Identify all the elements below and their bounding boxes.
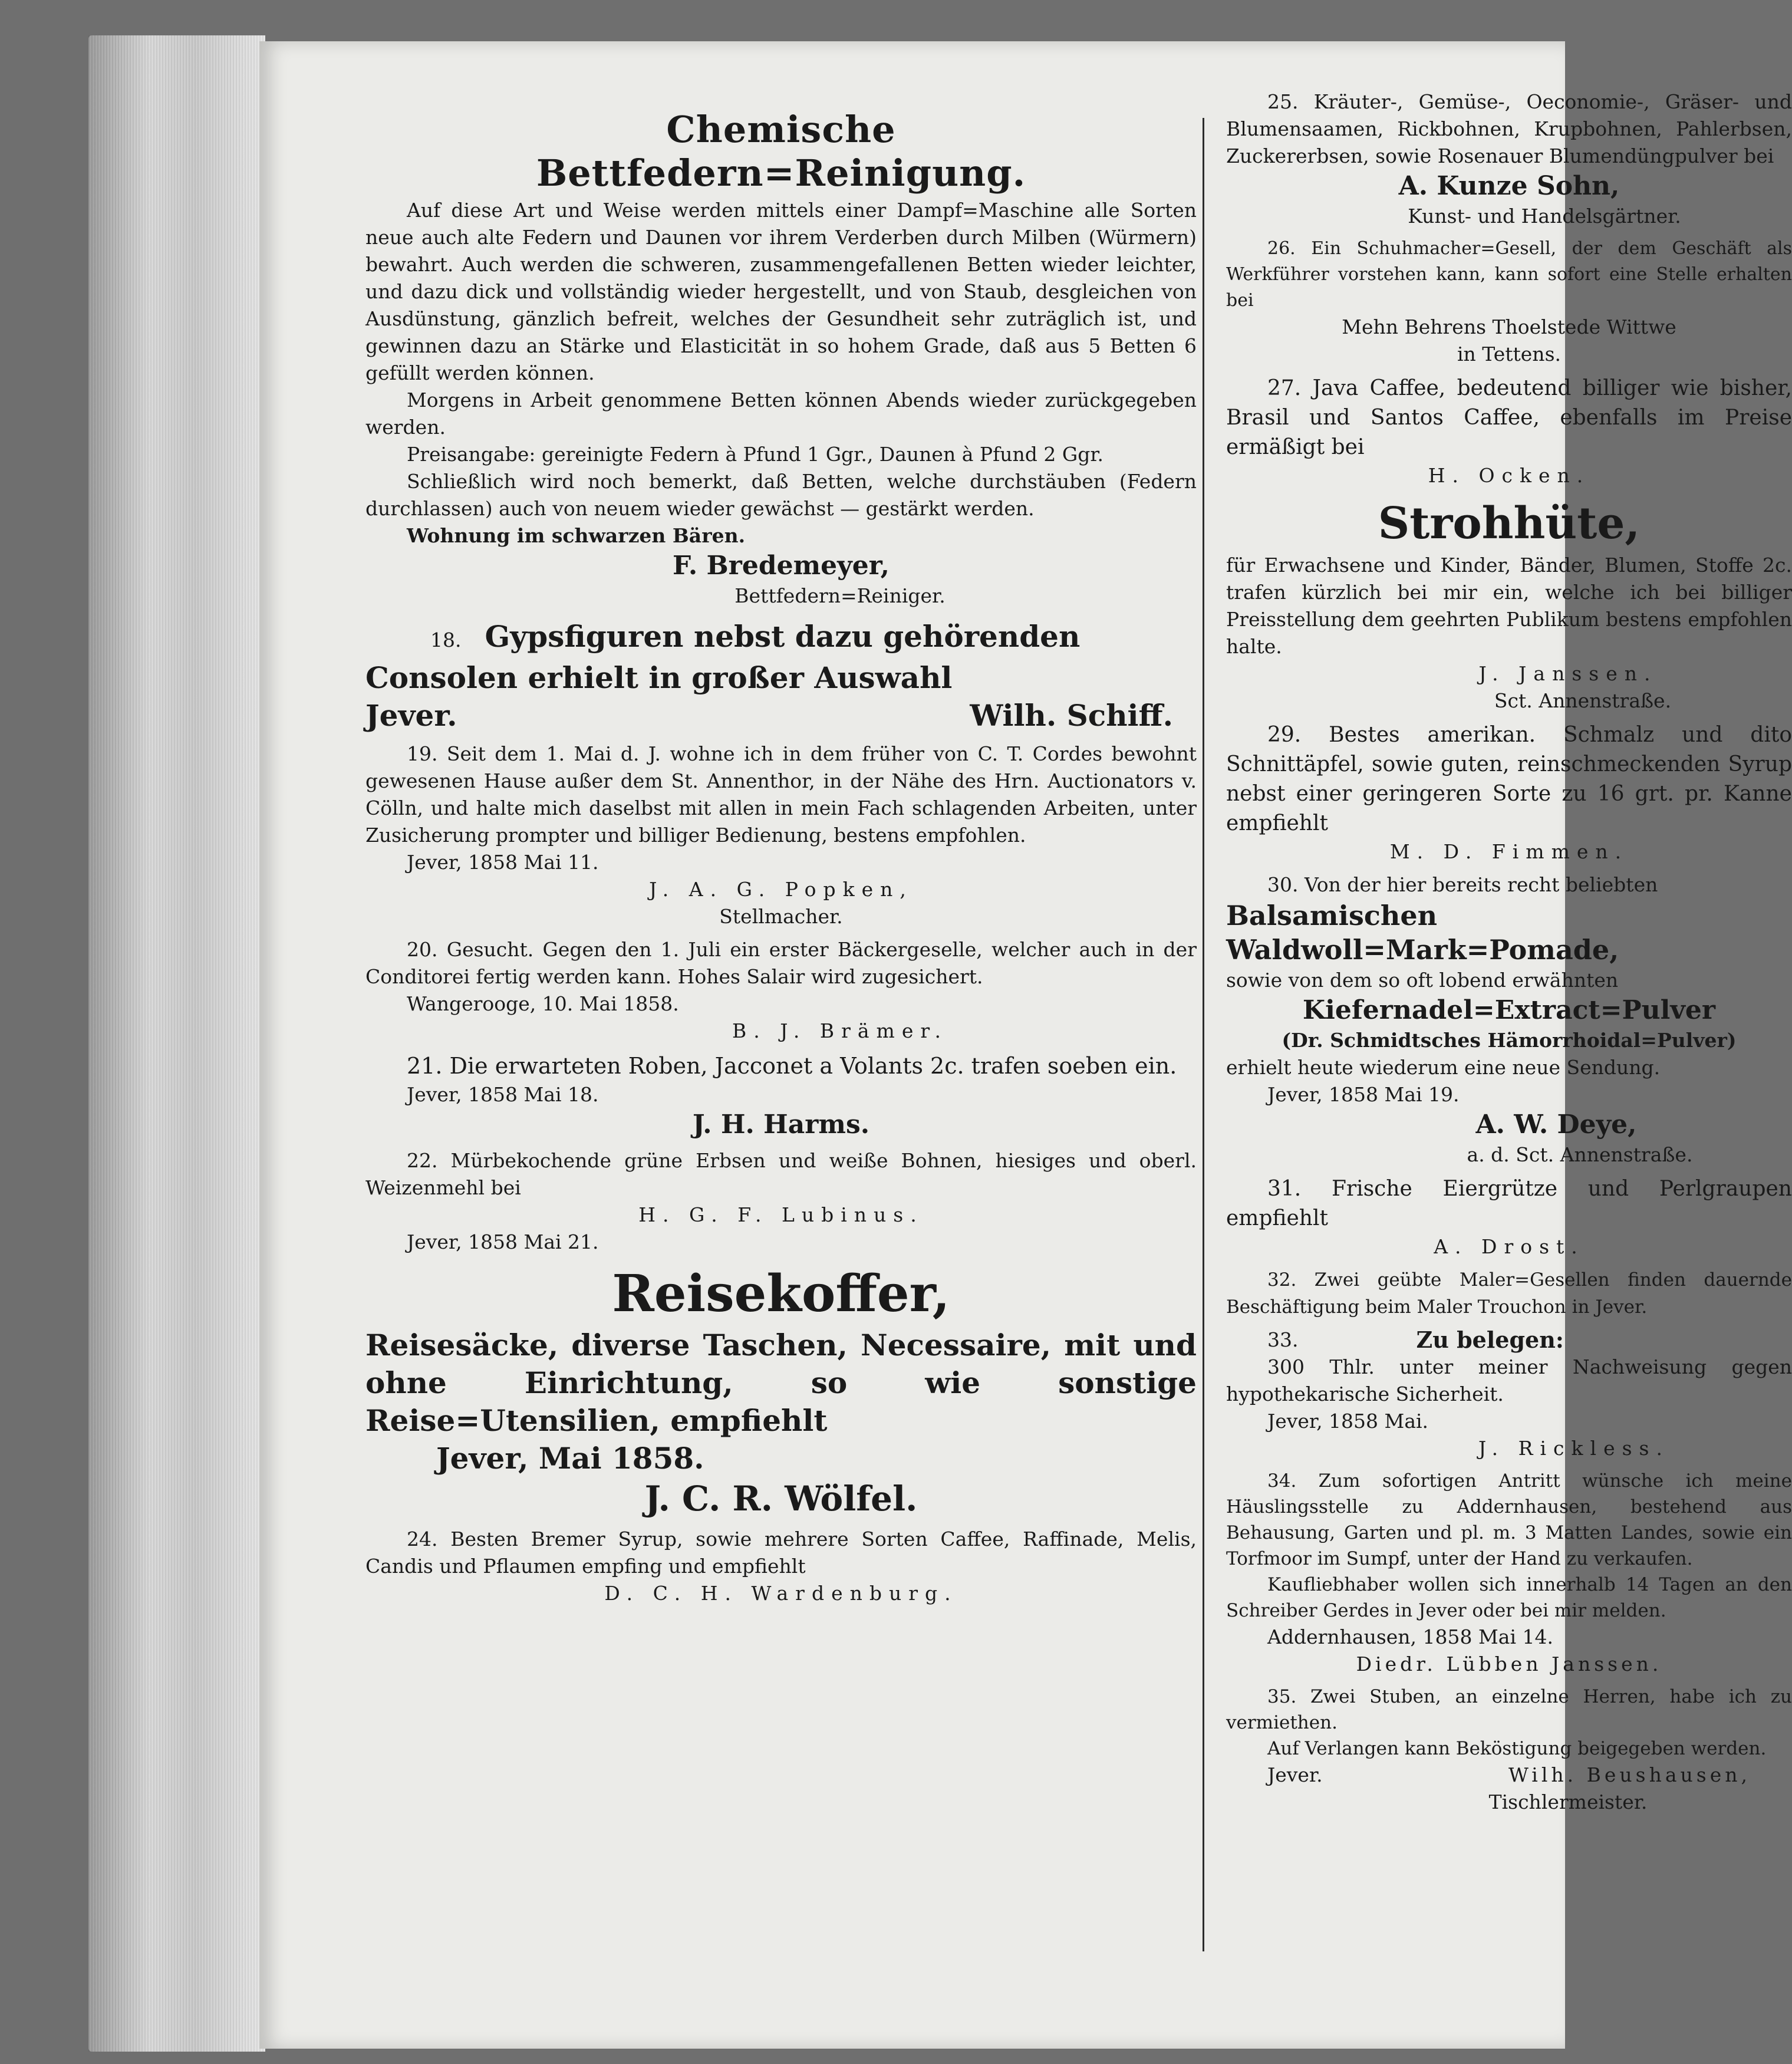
ad-date: Jever, 1858 Mai 18. xyxy=(407,1083,599,1106)
book-page-edges xyxy=(88,35,265,2052)
ad-place: a. d. Sct. Annenstraße. xyxy=(1467,1143,1693,1166)
ad-27 xyxy=(1226,374,1792,489)
ad-signer: Diedr. Lübben Janssen. xyxy=(1356,1652,1662,1675)
ad-place: Jever. xyxy=(365,698,457,733)
ad-footer xyxy=(1226,1762,1792,1789)
ad-signer: Wilh. Beushausen, xyxy=(1508,1763,1751,1786)
ad-title: Balsamischen Waldwoll=Mark=Pomade, xyxy=(1226,900,1619,966)
ad-date: Jever, 1858 Mai. xyxy=(1267,1410,1429,1433)
ad-31 xyxy=(1226,1174,1792,1260)
ad-body: Kaufliebhaber wollen sich innerhalb 14 Tagen an den Schreiber Gerdes in Jever oder bei mir melden. xyxy=(1226,1574,1792,1621)
ad-signer: M. D. Fimmen. xyxy=(1389,840,1629,863)
ad-signer: A. Kunze Sohn, xyxy=(1398,171,1620,201)
ad-date: Wangerooge, 10. Mai 1858. xyxy=(407,992,679,1015)
newspaper-page xyxy=(259,41,1792,2049)
ad-title: Reisekoffer, xyxy=(612,1264,950,1324)
ad-signer: B. J. Brämer. xyxy=(732,1019,948,1042)
column-divider xyxy=(1203,118,1204,1951)
ad-title-text: Gypsfiguren nebst dazu gehörenden Consolen erhielt in großer Auswahl xyxy=(365,619,1081,695)
ad-role: Stellmacher. xyxy=(719,905,843,928)
ad-place: Sct. Annenstraße. xyxy=(1494,689,1672,712)
ad-signer: J. Rickless. xyxy=(1478,1437,1669,1460)
ad-heading xyxy=(1226,1326,1792,1354)
ad-body: Auf diese Art und Weise werden mittels einer Dampf=Maschine alle Sorten neue auch alte Federn und Daunen vor ihrem Verderben durch Milben (Würmern) bewahrt. Auch werden die schweren, zusammengefallenen Betten wieder leichter, und dazu dick und vollständig wieder hergestellt, und von Staub, desgleichen von Ausdünstung, gänzlich befreit, welches der Gesundheit sehr zuträglich ist, und gewinnen dazu an Stärke und Elasticität in so hohem Grade, daß aus 5 Betten 6 gefüllt werden können. xyxy=(365,199,1197,384)
right-column xyxy=(1226,88,1792,1822)
ad-35 xyxy=(1226,1684,1792,1816)
ad-body: 26. Ein Schuhmacher=Gesell, der dem Geschäft als Werkführer vorstehen kann, kann sofort eine Stelle erhalten bei xyxy=(1226,238,1792,311)
ad-gypsfiguren xyxy=(365,618,1197,735)
ad-body: für Erwachsene und Kinder, Bänder, Blumen, Stoffe 2c. trafen kürzlich bei mir ein, welche ich bei billiger Preisstellung dem geehrten Publikum bestens empfohlen halte. xyxy=(1226,554,1792,658)
ad-26 xyxy=(1226,236,1792,368)
ad-date: Jever, 1858 Mai 11. xyxy=(407,851,599,874)
ad-signer: A. Drost. xyxy=(1434,1235,1585,1258)
ad-33 xyxy=(1226,1326,1792,1462)
ad-title: Bettfedern=Reinigung. xyxy=(536,152,1026,195)
ad-32 xyxy=(1226,1266,1792,1321)
ad-title: Chemische xyxy=(666,108,896,151)
ad-body: 35. Zwei Stuben, an einzelne Herren, habe ich zu vermiethen. xyxy=(1226,1686,1792,1733)
ad-role: Kunst- und Handelsgärtner. xyxy=(1408,205,1681,228)
ad-signer: J. H. Harms. xyxy=(692,1110,870,1140)
ad-signer: H. G. F. Lubinus. xyxy=(638,1203,924,1226)
ad-place: in Tettens. xyxy=(1457,343,1561,366)
ad-signer: D. C. H. Wardenburg. xyxy=(604,1582,958,1605)
ad-body: Reisesäcke, diverse Taschen, Necessaire, mit und ohne Einrichtung, so wie sonstige Reise=Utensilien, empfiehlt xyxy=(365,1328,1197,1438)
ad-bettfedern xyxy=(365,106,1197,610)
ad-body: 20. Gesucht. Gegen den 1. Juli ein erster Bäckergeselle, welcher auch in der Conditorei fertig werden kann. Hohes Salair wird zugesichert. xyxy=(365,938,1197,988)
ad-title xyxy=(365,618,1197,697)
ad-19 xyxy=(365,740,1197,930)
ad-address: Wohnung im schwarzen Bären. xyxy=(407,524,746,547)
ad-body: 19. Seit dem 1. Mai d. J. wohne ich in dem früher von C. T. Cordes bewohnt gewesenen Hause außer dem St. Annenthor, in der Nähe des Hrn. Auctionators v. Cölln, und halte mich daselbst mit allen in mein Fach schlagenden Arbeiten, unter Zusicherung prompter und billiger Bedienung, bestens empfohlen. xyxy=(365,742,1197,847)
ad-body: 27. Java Caffee, bedeutend billiger wie bisher, Brasil und Santos Caffee, ebenfalls im Preise ermäßigt bei xyxy=(1226,376,1792,459)
ad-date: Addernhausen, 1858 Mai 14. xyxy=(1267,1625,1553,1648)
ad-signer: Wilh. Schiff. xyxy=(970,698,1173,733)
ad-20 xyxy=(365,936,1197,1045)
ad-25 xyxy=(1226,88,1792,230)
ad-title: Kiefernadel=Extract=Pulver xyxy=(1302,995,1716,1025)
ad-signer: A. W. Deye, xyxy=(1475,1110,1637,1140)
ad-title: Zu belegen: xyxy=(1416,1326,1564,1353)
ad-22 xyxy=(365,1147,1197,1256)
ad-reisekoffer xyxy=(365,1262,1197,1520)
ad-body: Preisangabe: gereinigte Federn à Pfund 1 Ggr., Daunen à Pfund 2 Ggr. xyxy=(407,443,1104,466)
ad-body: 22. Mürbekochende grüne Erbsen und weiße Bohnen, hiesiges und oberl. Weizenmehl bei xyxy=(365,1149,1197,1199)
ad-body: 21. Die erwarteten Roben, Jacconet a Volants 2c. trafen soeben ein. xyxy=(407,1053,1177,1079)
ad-intro: 30. Von der hier bereits recht beliebten xyxy=(1267,873,1658,896)
ad-body: Schließlich wird noch bemerkt, daß Betten, welche durchstäuben (Federn durchlassen) auch von neuem wieder gewächst — gestärkt werden. xyxy=(365,470,1197,520)
ad-signer: F. Bredemeyer, xyxy=(673,551,890,581)
ad-signer: H. Ocken. xyxy=(1428,464,1590,487)
ad-body: Morgens in Arbeit genommene Betten können Abends wieder zurückgegeben werden. xyxy=(365,389,1197,439)
ad-body: 25. Kräuter-, Gemüse-, Oeconomie-, Gräser- und Blumensaamen, Rickbohnen, Krupbohnen, Pahlerbsen, Zuckererbsen, sowie Rosenauer Blumendüngpulver bei xyxy=(1226,90,1792,167)
ad-21 xyxy=(365,1051,1197,1141)
ad-place: Jever. xyxy=(1267,1763,1323,1786)
ad-date: Jever, 1858 Mai 21. xyxy=(407,1230,599,1253)
ad-title: Strohhüte, xyxy=(1378,498,1641,549)
ad-30 xyxy=(1226,871,1792,1168)
ad-body: Auf Verlangen kann Beköstigung beigegeben werden. xyxy=(1267,1738,1767,1759)
ad-body: 34. Zum sofortigen Antritt wünsche ich meine Häuslingsstelle zu Addernhausen, bestehend aus Behausung, Garten und pl. m. 3 Matten Landes, sowie ein Torfmoor im Sumpf, unter der Hand zu verkaufen. xyxy=(1226,1470,1792,1569)
ad-signer: J. Janssen. xyxy=(1478,662,1658,685)
ad-role: Tischlermeister. xyxy=(1488,1790,1648,1813)
ad-34 xyxy=(1226,1468,1792,1678)
ad-date: Jever, Mai 1858. xyxy=(436,1441,704,1476)
left-column xyxy=(365,106,1197,1613)
ad-subtitle: (Dr. Schmidtsches Hämorrhoidal=Pulver) xyxy=(1282,1029,1737,1052)
ad-number: 18. xyxy=(430,628,462,651)
ad-signer: Mehn Behrens Thoelstede Wittwe xyxy=(1342,315,1676,338)
ad-footer xyxy=(365,697,1197,735)
ad-role: Bettfedern=Reiniger. xyxy=(734,584,946,607)
ad-body: erhielt heute wiederum eine neue Sendung. xyxy=(1226,1056,1661,1079)
ad-strohhuete xyxy=(1226,495,1792,715)
ad-body: 300 Thlr. unter meiner Nachweisung gegen hypothekarische Sicherheit. xyxy=(1226,1355,1792,1405)
ad-body: 32. Zwei geübte Maler=Gesellen finden dauernde Beschäftigung beim Maler Trouchon in Jever. xyxy=(1226,1269,1792,1318)
ad-body: 24. Besten Bremer Syrup, sowie mehrere Sorten Caffee, Raffinade, Melis, Candis und Pflaumen empfing und empfiehlt xyxy=(365,1528,1197,1578)
ad-date: Jever, 1858 Mai 19. xyxy=(1267,1083,1460,1106)
ad-number: 33. xyxy=(1267,1328,1299,1351)
ad-24 xyxy=(365,1526,1197,1607)
ad-29 xyxy=(1226,720,1792,865)
ad-signer: J. C. R. Wölfel. xyxy=(644,1479,918,1519)
ad-body: sowie von dem so oft lobend erwähnten xyxy=(1226,969,1619,992)
ad-body: 29. Bestes amerikan. Schmalz und dito Schnittäpfel, sowie guten, reinschmeckenden Syrup nebst einer geringeren Sorte zu 16 grt. pr. Kanne empfiehlt xyxy=(1226,723,1792,835)
ad-body: 31. Frische Eiergrütze und Perlgraupen empfiehlt xyxy=(1226,1177,1792,1230)
ad-signer: J. A. G. Popken, xyxy=(649,878,913,901)
